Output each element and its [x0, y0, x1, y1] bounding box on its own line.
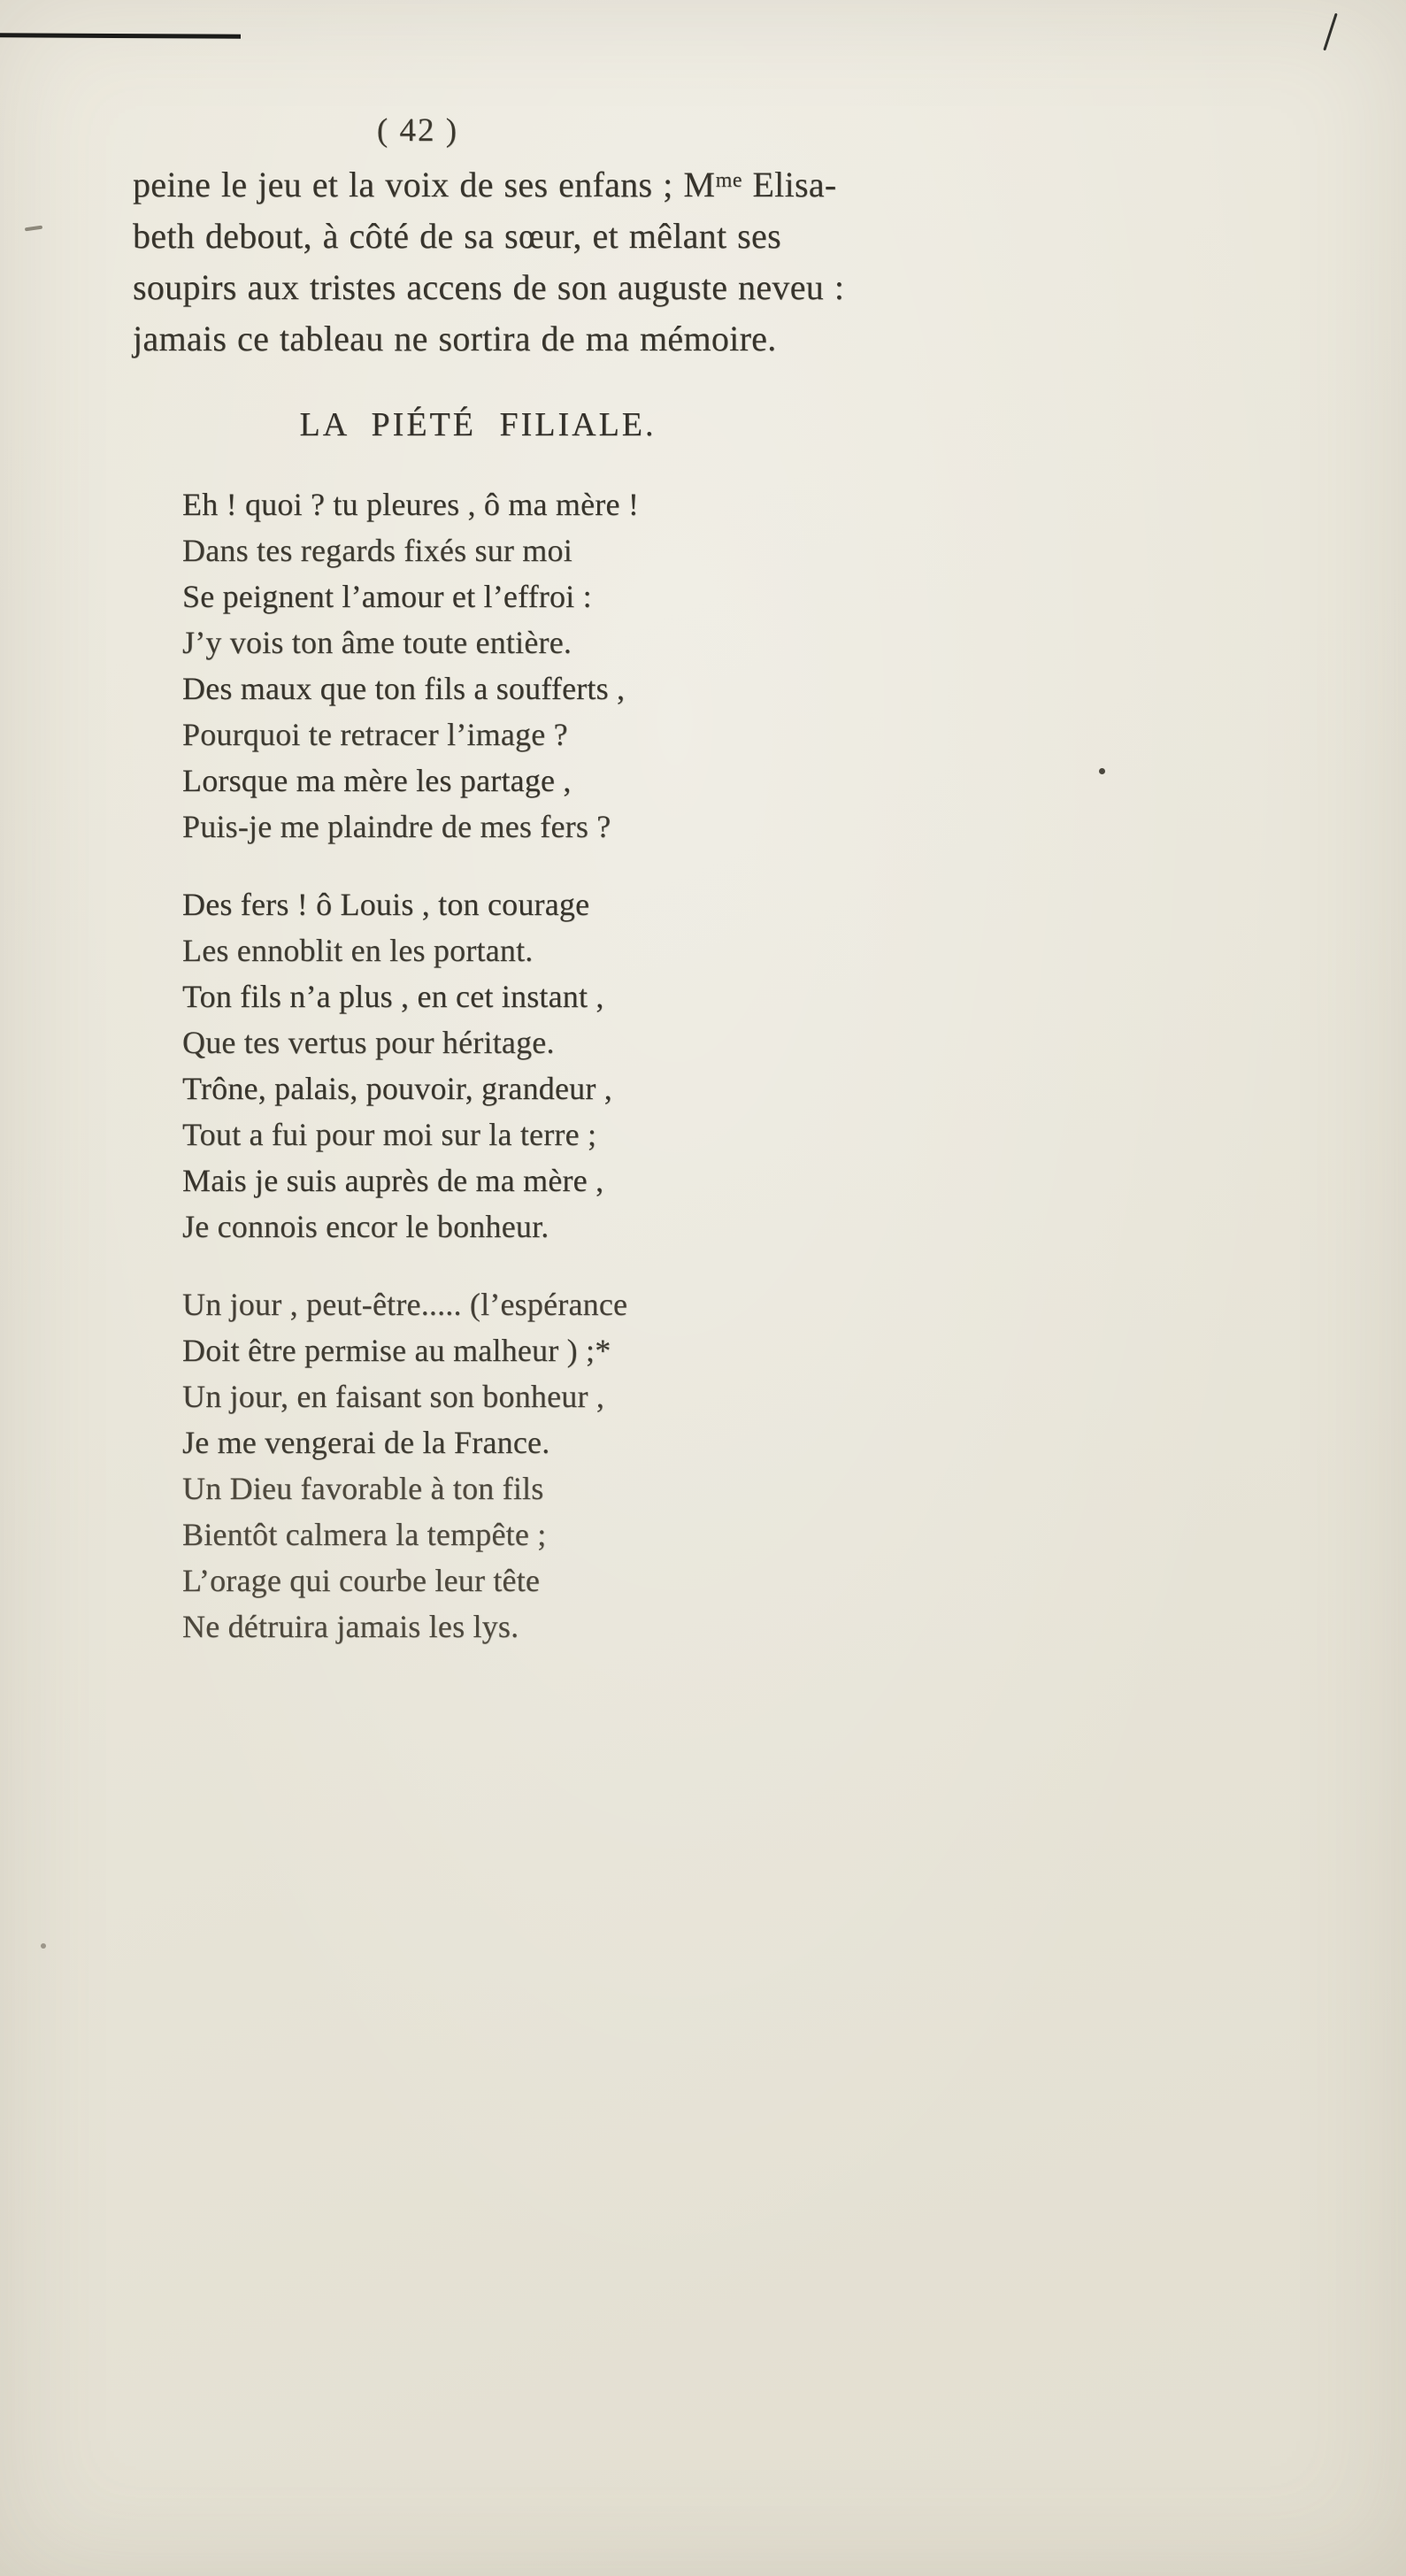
poem-line: J’y vois ton âme toute entière.	[182, 625, 572, 660]
page-content	[133, 111, 1106, 1649]
poem-line: Se peignent l’amour et l’effroi :	[182, 579, 592, 614]
poem-line: Que tes vertus pour héritage.	[182, 1025, 555, 1060]
poem-line: Tout a fui pour moi sur la terre ;	[182, 1117, 597, 1152]
poem-line: Les ennoblit en les portant.	[182, 933, 534, 968]
poem-line: Des maux que ton fils a soufferts ,	[182, 671, 626, 706]
prose-line: peine le jeu et la voix de ses enfans ; Mᵐᵉ Elisa-	[133, 165, 837, 204]
poem-line: Mais je suis auprès de ma mère ,	[182, 1163, 604, 1198]
scan-artifact-margin-dash	[25, 226, 42, 232]
poem-stanza-3	[182, 1281, 1106, 1649]
poem-stanza-1	[182, 481, 1106, 850]
poem-line: Je connois encor le bonheur.	[182, 1209, 549, 1244]
poem-line: Eh ! quoi ? tu pleures , ô ma mère !	[182, 487, 640, 522]
prose-paragraph	[133, 159, 1106, 365]
poem-line: Trône, palais, pouvoir, grandeur ,	[182, 1071, 612, 1106]
poem-line: Doit être permise au malheur ) ;*	[182, 1333, 611, 1368]
poem-line: Puis-je me plaindre de mes fers ?	[182, 809, 611, 844]
poem-line: Bientôt calmera la tempête ;	[182, 1517, 547, 1552]
scan-artifact-top-edge-line	[0, 33, 241, 38]
poem-line: Ton fils n’a plus , en cet instant ,	[182, 979, 604, 1014]
poem-line: Dans tes regards fixés sur moi	[182, 533, 572, 568]
prose-line: jamais ce tableau ne sortira de ma mémoire.	[133, 319, 777, 358]
poem-line: Ne détruira jamais les lys.	[182, 1609, 519, 1644]
scan-artifact-ink-speck	[41, 1943, 46, 1949]
poem-stanza-2	[182, 881, 1106, 1250]
prose-line: beth debout, à côté de sa sœur, et mêlant ses	[133, 216, 781, 256]
poem-line: Lorsque ma mère les partage ,	[182, 763, 572, 798]
scan-artifact-slash-mark	[1323, 13, 1337, 51]
poem-line: Un jour , peut-être..... (l’espérance	[182, 1287, 628, 1322]
poem-line: Un Dieu favorable à ton fils	[182, 1471, 544, 1506]
poem-line: Je me vengerai de la France.	[182, 1425, 550, 1460]
poem-line: Des fers ! ô Louis , ton courage	[182, 887, 590, 922]
poem-line: Pourquoi te retracer l’image ?	[182, 717, 568, 752]
page-number: ( 42 )	[376, 112, 459, 149]
prose-line: soupirs aux tristes accens de son auguste neveu :	[133, 267, 845, 307]
poem-line: Un jour, en faisant son bonheur ,	[182, 1379, 605, 1414]
poem-title: LA PIÉTÉ FILIALE.	[299, 406, 657, 443]
poem-line: L’orage qui courbe leur tête	[182, 1563, 541, 1598]
